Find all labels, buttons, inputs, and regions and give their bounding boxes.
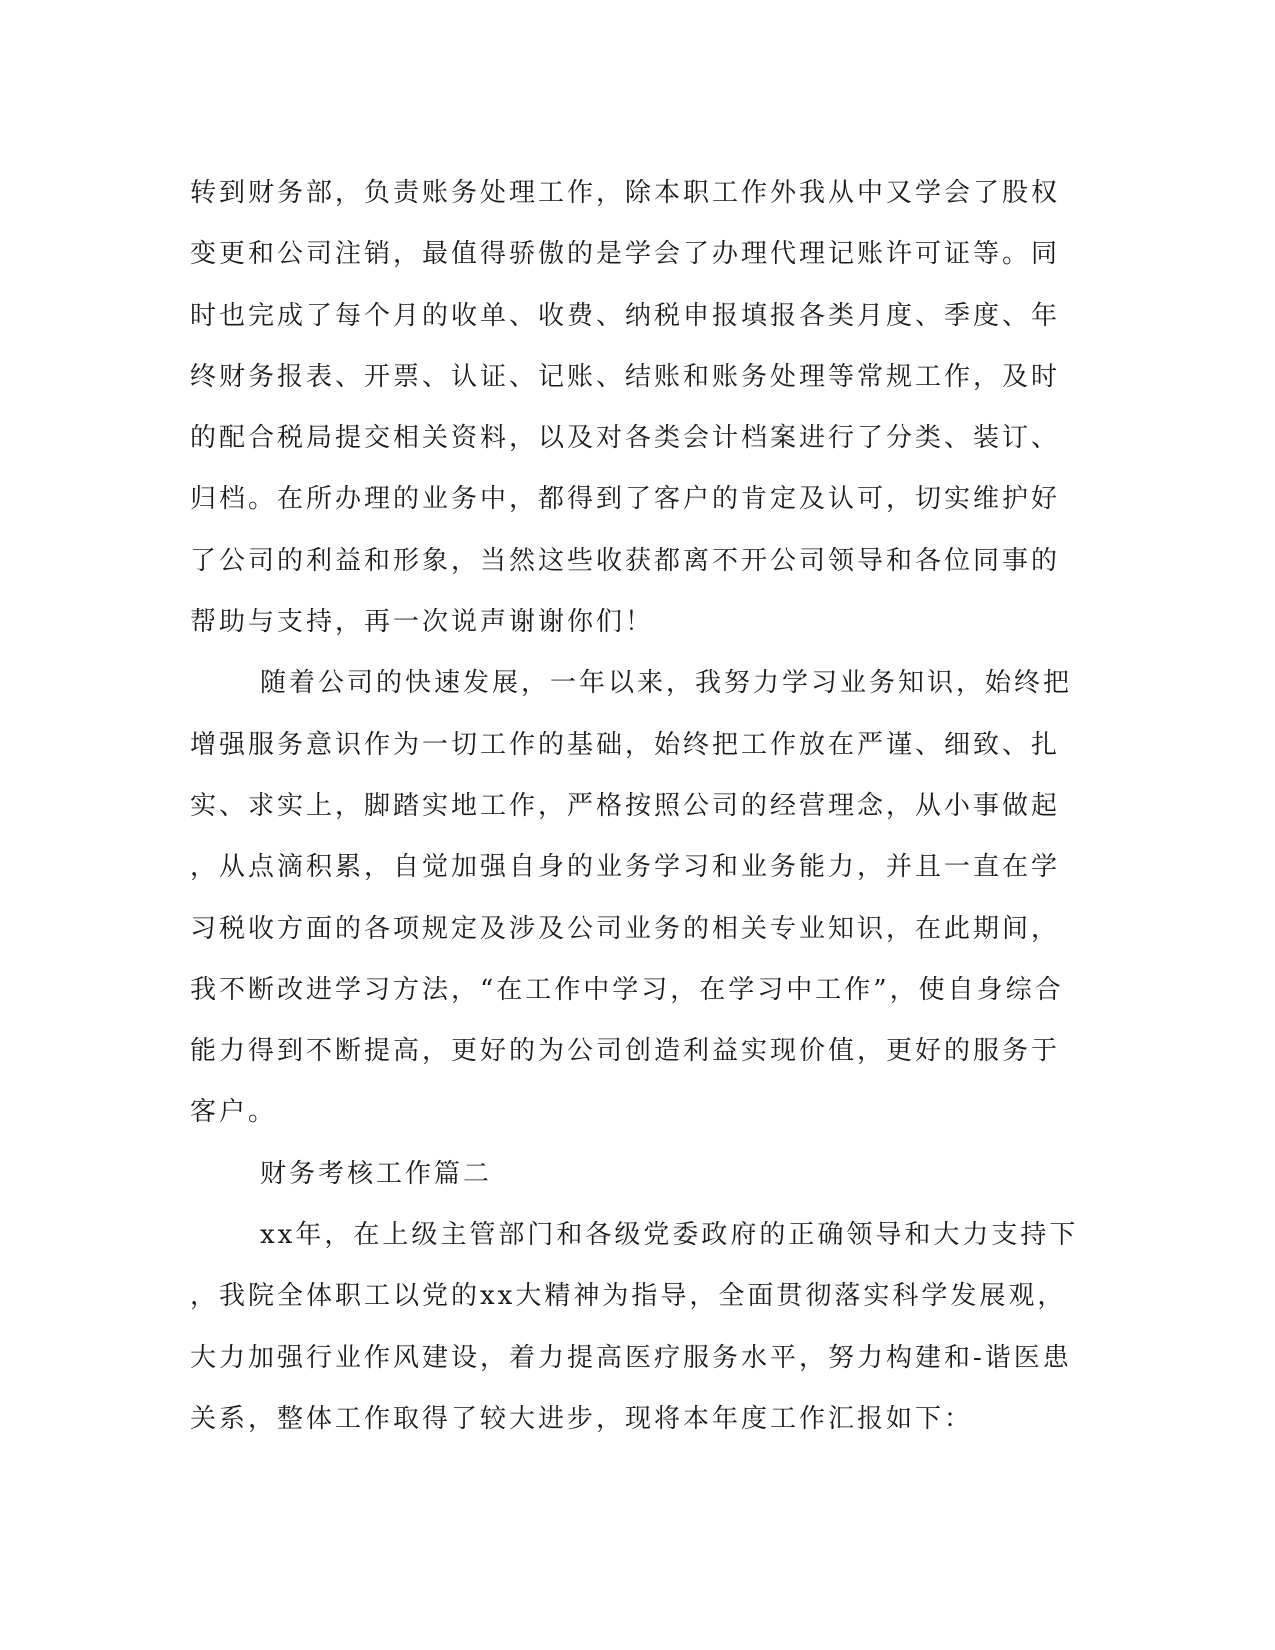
text-line: 归档。在所办理的业务中，都得到了客户的肯定及认可，切实维护好 bbox=[190, 484, 1061, 515]
text-line: 关系，整体工作取得了较大进步，现将本年度工作汇报如下： bbox=[190, 1403, 974, 1434]
text-line: 帮助与支持，再一次说声谢谢你们！ bbox=[190, 607, 655, 638]
text-line: 增强服务意识作为一切工作的基础，始终把工作放在严谨、细致、扎 bbox=[190, 729, 1061, 760]
text-line: xx年，在上级主管部门和各级党委政府的正确领导和大力支持下 bbox=[260, 1220, 1079, 1251]
document-body bbox=[190, 163, 1080, 1450]
text-line: 了公司的利益和形象，当然这些收获都离不开公司领导和各位同事的 bbox=[190, 545, 1061, 576]
text-line: 习税收方面的各项规定及涉及公司业务的相关专业知识，在此期间， bbox=[190, 913, 1061, 944]
text-line: 时也完成了每个月的收单、收费、纳税申报填报各类月度、季度、年 bbox=[190, 300, 1061, 331]
text-line: ，从点滴积累，自觉加强自身的业务学习和业务能力，并且一直在学 bbox=[190, 852, 1061, 883]
text-line: 客户。 bbox=[190, 1097, 278, 1128]
text-line: 的配合税局提交相关资料，以及对各类会计档案进行了分类、装订、 bbox=[190, 423, 1061, 454]
text-line: 终财务报表、开票、认证、记账、结账和账务处理等常规工作，及时 bbox=[190, 361, 1061, 392]
text-line: ，我院全体职工以党的xx大精神为指导，全面贯彻落实科学发展观， bbox=[190, 1281, 1067, 1312]
text-line: 随着公司的快速发展，一年以来，我努力学习业务知识，始终把 bbox=[260, 668, 1073, 699]
text-line: 我不断改进学习方法，“在工作中学习，在学习中工作”，使自身综合 bbox=[190, 974, 1064, 1005]
text-line: 实、求实上，脚踏实地工作，严格按照公司的经营理念，从小事做起 bbox=[190, 790, 1061, 821]
text-line: 能力得到不断提高，更好的为公司创造利益实现价值，更好的服务于 bbox=[190, 1036, 1061, 1067]
text-line: 大力加强行业作风建设，着力提高医疗服务水平，努力构建和-谐医患 bbox=[190, 1342, 1072, 1373]
text-line: 变更和公司注销，最值得骄傲的是学会了办理代理记账许可证等。同 bbox=[190, 239, 1061, 270]
text-line: 转到财务部，负责账务处理工作，除本职工作外我从中又学会了股权 bbox=[190, 178, 1061, 208]
section-heading: 财务考核工作篇二 bbox=[260, 1158, 493, 1189]
